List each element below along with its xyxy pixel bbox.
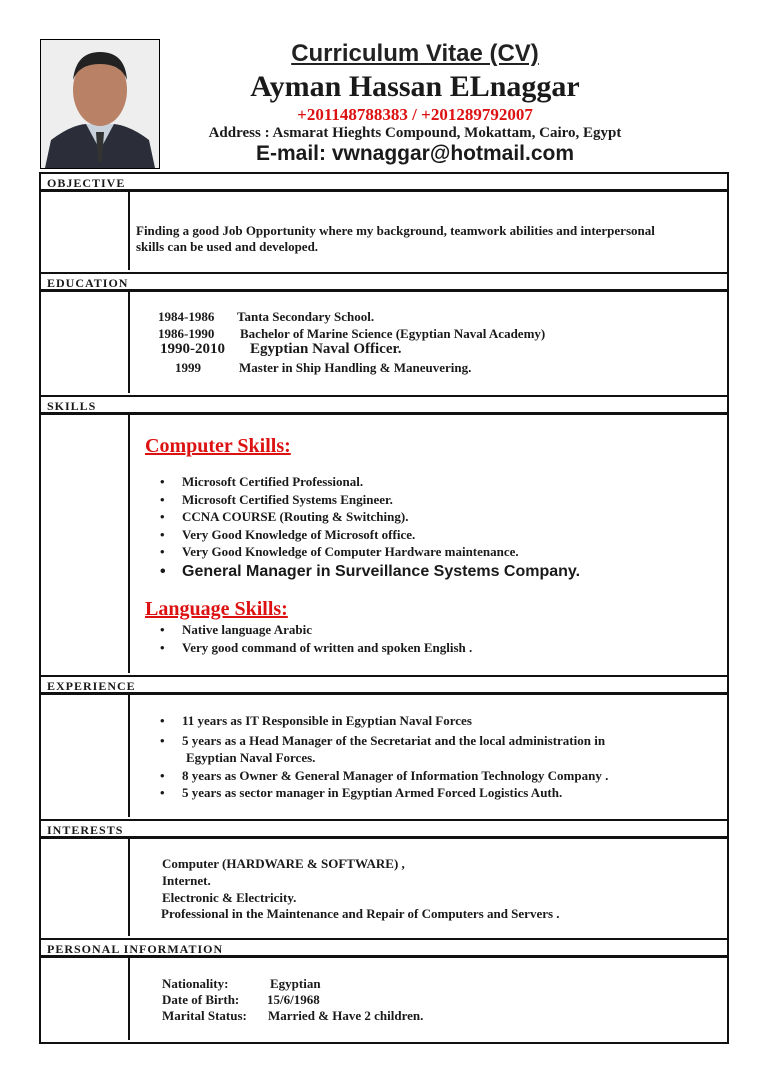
personal-section (39, 938, 729, 1044)
language-skills-heading: Language Skills: (145, 598, 288, 620)
section-title: EDUCATION (39, 272, 729, 292)
section-title: INTERESTS (39, 819, 729, 839)
skills-section (39, 395, 729, 677)
section-title: SKILLS (39, 395, 729, 415)
candidate-name: Ayman Hassan ELnaggar (250, 70, 580, 103)
objective-text: skills can be used and developed. (136, 239, 319, 254)
skill-item: • Very Good Knowledge of Computer Hardware maintenance. (158, 543, 580, 561)
personal-value: 15/6/1968 (267, 992, 320, 1007)
section-title: EXPERIENCE (39, 675, 729, 695)
edu-text: Bachelor of Marine Science (Egyptian Naval Academy) (240, 326, 546, 341)
section-title: OBJECTIVE (39, 172, 729, 192)
objective-text: Finding a good Job Opportunity where my background, teamwork abilities and interpersonal (136, 223, 655, 238)
edu-year: 1990-2010 (160, 341, 225, 357)
interest-item: Computer (HARDWARE & SOFTWARE) , (162, 856, 405, 871)
objective-section (39, 172, 729, 274)
language-item: • Native language Arabic (158, 621, 472, 639)
edu-text: Master in Ship Handling & Maneuvering. (239, 360, 472, 375)
personal-value: Married & Have 2 children. (268, 1008, 424, 1023)
edu-text: Egyptian Naval Officer. (250, 341, 402, 357)
section-title: PERSONAL INFORMATION (39, 938, 729, 958)
interest-item: Electronic & Electricity. (162, 890, 297, 905)
edu-text: Tanta Secondary School. (237, 309, 375, 324)
skill-item: • Very Good Knowledge of Microsoft office. (158, 526, 580, 544)
edu-year: 1986-1990 (158, 326, 215, 341)
email: E-mail: vwnaggar@hotmail.com (255, 142, 575, 165)
cv-title: Curriculum Vitae (CV) (291, 40, 539, 67)
personal-label: Date of Birth: (162, 992, 240, 1007)
skill-item: • Microsoft Certified Systems Engineer. (158, 491, 580, 509)
interest-item: Internet. (162, 873, 211, 888)
language-item: • Very good command of written and spoken English . (158, 639, 472, 657)
phone-numbers: +201148788383 / +201289792007 (297, 105, 533, 124)
skill-item: • General Manager in Surveillance Systems Company. (158, 561, 580, 583)
profile-photo (40, 39, 160, 169)
skill-item: • Microsoft Certified Professional. (158, 473, 580, 491)
interests-section (39, 819, 729, 940)
edu-year: 1999 (175, 360, 201, 375)
personal-label: Marital Status: (162, 1008, 247, 1023)
education-section (39, 272, 729, 397)
personal-value: Egyptian (270, 976, 321, 991)
experience-item: • 8 years as Owner & General Manager of Information Technology Company . (158, 767, 608, 785)
address: Address : Asmarat Hieghts Compound, Mokattam, Cairo, Egypt (208, 125, 622, 141)
experience-item: • 5 years as sector manager in Egyptian Armed Forced Logistics Auth. (158, 784, 608, 802)
edu-year: 1984-1986 (158, 309, 215, 324)
skill-item: • CCNA COURSE (Routing & Switching). (158, 508, 580, 526)
interest-item: Professional in the Maintenance and Repair of Computers and Servers . (161, 906, 560, 921)
experience-section (39, 675, 729, 821)
experience-item-cont: Egyptian Naval Forces. (186, 750, 316, 765)
personal-label: Nationality: (162, 976, 229, 991)
experience-item: 5 years as a Head Manager of the Secretariat and the local administration in (182, 732, 606, 748)
computer-skills-heading: Computer Skills: (145, 435, 291, 457)
experience-item: • 11 years as IT Responsible in Egyptian Naval Forces (158, 712, 608, 730)
